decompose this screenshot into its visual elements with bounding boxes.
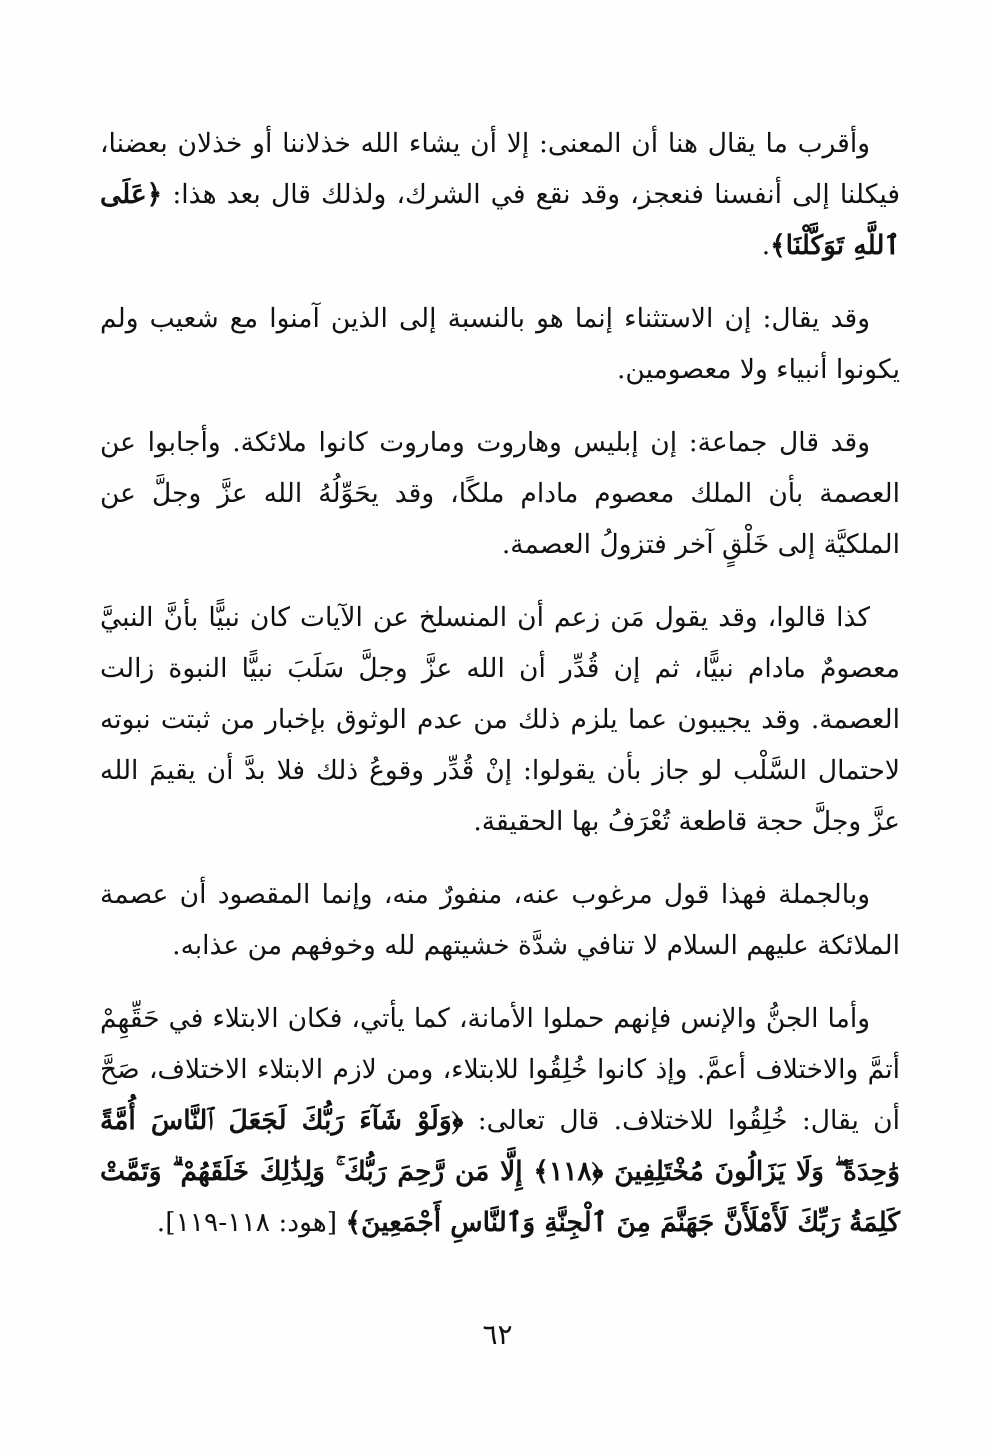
page-number: ٦٢ — [482, 1318, 513, 1351]
body-text — [100, 118, 900, 1270]
paragraph-4 — [100, 592, 900, 847]
paragraph-text: وبالجملة فهذا قول مرغوب عنه، منفورٌ منه، وإنما المقصود أن عصمة الملائكة عليهم السلام لا تنافي شدَّة خشيتهم لله وخوفهم من عذابه. — [100, 879, 900, 961]
paragraph-text: وقد قال جماعة: إن إبليس وهاروت وماروت كانوا ملائكة. وأجابوا عن العصمة بأن الملك معصوم مادام ملكًا، وقد يحَوِّلُهُ الله عزَّ وجلَّ عن الملكيَّة إلى خَلْقٍ آخر فتزولُ العصمة. — [100, 427, 900, 560]
verse-citation: [هود: ١١٨-١١٩]. — [156, 1207, 346, 1238]
paragraph-text: وقد يقال: إن الاستثناء إنما هو بالنسبة إلى الذين آمنوا مع شعيب ولم يكونوا أنبياء ولا معصومين. — [100, 303, 900, 385]
paragraph-5 — [100, 869, 900, 971]
quran-verse: ﴿عَلَى ٱللَّهِ تَوَكَّلْنَا﴾ — [100, 179, 900, 261]
paragraph-text: وأقرب ما يقال هنا أن المعنى: إلا أن يشاء الله خذلاننا أو خذلان بعضنا، فيكلنا إلى أنفسنا فنعجز، وقد نقع في الشرك، ولذلك قال بعد هذا: — [100, 128, 900, 210]
paragraph-tail: . — [761, 230, 771, 261]
paragraph-6 — [100, 993, 900, 1248]
paragraph-2 — [100, 293, 900, 395]
quran-verse: ﴿وَلَوْ شَآءَ رَبُّكَ لَجَعَلَ ٱلنَّاسَ أُمَّةً وَٰحِدَةً ۖ وَلَا يَزَالُونَ مُخْتَلِفِينَ ﴿١١٨﴾ إِلَّا مَن رَّحِمَ رَبُّكَ ۚ وَلِذَٰلِكَ خَلَقَهُمْ ۗ وَتَمَّتْ كَلِمَةُ رَبِّكَ لَأَمْلَأَنَّ جَهَنَّمَ مِنَ ٱلْجِنَّةِ وَٱلنَّاسِ أَجْمَعِينَ﴾ — [100, 1105, 900, 1238]
paragraph-1 — [100, 118, 900, 271]
paragraph-text: كذا قالوا، وقد يقول مَن زعم أن المنسلخ عن الآيات كان نبيًّا بأنَّ النبيَّ معصومٌ مادام نبيًّا، ثم إن قُدِّر أن الله عزَّ وجلَّ سَلَبَ نبيًّا النبوة زالت العصمة. وقد يجيبون عما يلزم ذلك من عدم الوثوق بإخبار من ثبتت نبوته لاحتمال السَّلْب لو جاز بأن يقولوا: إنْ قُدِّر وقوعُ ذلك فلا بدَّ أن يقيمَ الله عزَّ وجلَّ حجة قاطعة تُعْرَفُ بها الحقيقة. — [100, 602, 900, 837]
paragraph-text: وأما الجنُّ والإنس فإنهم حملوا الأمانة، كما يأتي، فكان الابتلاء في حَقِّهِمْ أتمَّ والاختلاف أعمَّ. وإذ كانوا خُلِقُوا للابتلاء، ومن لازم الابتلاء الاختلاف، صَحَّ أن يقال: خُلِقُوا للاختلاف. قال تعالى: — [100, 1003, 900, 1136]
paragraph-3 — [100, 417, 900, 570]
